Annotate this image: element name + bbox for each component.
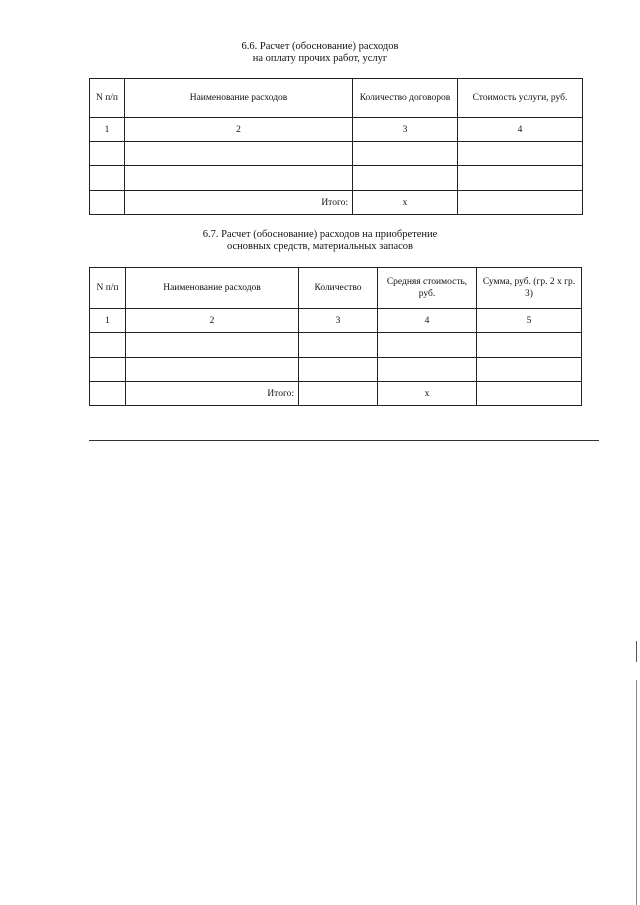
total-label: Итого: — [125, 191, 353, 215]
empty-cell — [458, 166, 583, 191]
empty-cell — [458, 142, 583, 166]
table-fixed-assets — [89, 267, 582, 406]
scan-artifact — [636, 680, 637, 905]
empty-cell — [125, 142, 353, 166]
column-number-cell: 3 — [299, 309, 378, 333]
table-row — [90, 166, 583, 191]
empty-cell — [477, 358, 582, 382]
section-6-7-title — [0, 229, 640, 253]
empty-cell — [353, 166, 458, 191]
empty-cell — [378, 333, 477, 358]
section-6-7-title-line1: 6.7. Расчет (обоснование) расходов на приобретение — [202, 229, 438, 240]
table-header-row — [90, 79, 583, 118]
column-number-cell: 4 — [458, 118, 583, 142]
column-number-cell: 1 — [90, 118, 125, 142]
total-label: Итого: — [126, 382, 299, 406]
header-cell: Наименование расходов — [126, 268, 299, 309]
empty-cell — [126, 358, 299, 382]
total-mark: x — [378, 382, 477, 406]
empty-cell — [90, 166, 125, 191]
header-cell: Количество — [299, 268, 378, 309]
empty-cell — [353, 142, 458, 166]
table-row — [90, 358, 582, 382]
column-number-cell: 2 — [126, 309, 299, 333]
header-cell: N п/п — [90, 268, 126, 309]
table-other-services — [89, 78, 583, 215]
empty-cell — [90, 382, 126, 406]
total-row — [90, 191, 583, 215]
header-cell: Средняя стоимость, руб. — [378, 268, 477, 309]
column-number-cell: 2 — [125, 118, 353, 142]
empty-cell — [299, 358, 378, 382]
table-row — [90, 142, 583, 166]
empty-cell — [90, 142, 125, 166]
column-number-row — [90, 309, 582, 333]
header-cell: Стоимость услуги, руб. — [458, 79, 583, 118]
section-6-6-title-line2: на оплату прочих работ, услуг — [252, 53, 388, 64]
section-6-6-title — [0, 41, 640, 65]
empty-cell — [458, 191, 583, 215]
section-6-7-title-line2: основных средств, материальных запасов — [226, 241, 413, 252]
header-cell: Количество договоров — [353, 79, 458, 118]
table-row — [90, 333, 582, 358]
empty-cell — [477, 333, 582, 358]
section-6-6-title-line1: 6.6. Расчет (обоснование) расходов — [241, 41, 399, 52]
empty-cell — [90, 358, 126, 382]
empty-cell — [299, 382, 378, 406]
empty-cell — [299, 333, 378, 358]
header-cell: N п/п — [90, 79, 125, 118]
header-cell: Сумма, руб. (гр. 2 x гр. 3) — [477, 268, 582, 309]
total-mark: x — [353, 191, 458, 215]
column-number-cell: 4 — [378, 309, 477, 333]
table-header-row — [90, 268, 582, 309]
column-number-row — [90, 118, 583, 142]
column-number-cell: 3 — [353, 118, 458, 142]
scan-artifact — [636, 641, 637, 662]
header-cell: Наименование расходов — [125, 79, 353, 118]
column-number-cell: 1 — [90, 309, 126, 333]
empty-cell — [90, 191, 125, 215]
column-number-cell: 5 — [477, 309, 582, 333]
total-row — [90, 382, 582, 406]
empty-cell — [90, 333, 126, 358]
empty-cell — [477, 382, 582, 406]
empty-cell — [125, 166, 353, 191]
empty-cell — [126, 333, 299, 358]
empty-cell — [378, 358, 477, 382]
horizontal-rule — [89, 440, 599, 441]
